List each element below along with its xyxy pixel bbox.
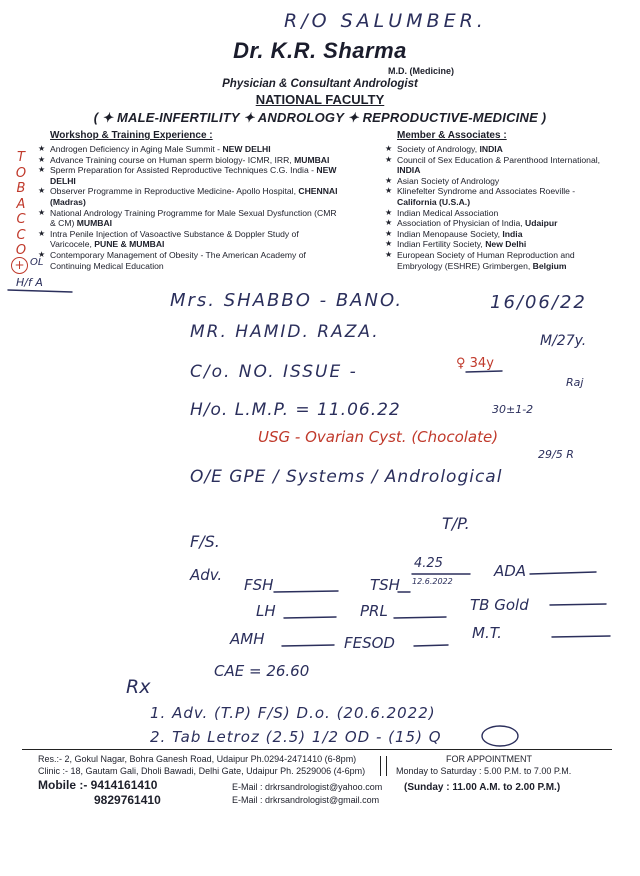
usg-line: USG - Ovarian Cyst. (Chocolate) <box>258 428 499 446</box>
test-cae: CAE = 26.60 <box>214 662 310 680</box>
doctor-name: Dr. K.R. Sharma <box>233 38 407 63</box>
husband-name: MR. HAMID. RAZA. <box>190 322 380 342</box>
examination-line: O/E GPE / Systems / Andrological <box>190 467 503 487</box>
rx-line-2: 2. Tab Letroz (2.5) 1/2 OD - (15) Q <box>150 728 442 746</box>
patient-name: Mrs. SHABBO - BANO. <box>170 290 404 311</box>
workshop-item: ★ Observer Programme in Reproductive Medicine- Apollo Hospital, CHENNAI (Madras) <box>38 186 338 207</box>
star-bullet-icon: ★ <box>385 207 393 217</box>
margin-plus-mark: + <box>11 257 28 274</box>
residence-address: Res.:- 2, Gokul Nagar, Bohra Ganesh Road, Udaipur Ph.0294-2471410 (6-8pm) <box>38 754 357 764</box>
tsh-value: 4.25 <box>414 556 443 571</box>
workshop-item: ★ Advance Training course on Human sperm biology- ICMR, IRR, MUMBAI <box>38 154 330 165</box>
pen-stroke <box>550 604 606 605</box>
complaint-line: C/o. NO. ISSUE - <box>190 362 358 382</box>
star-bullet-icon: ★ <box>38 154 46 164</box>
pen-stroke <box>530 572 596 574</box>
clinic-address: Clinic :- 18, Gautam Gali, Dholi Bawadi, Delhi Gate, Udaipur Ph. 2529006 (4-6pm) <box>38 765 366 776</box>
pen-stroke <box>274 591 338 592</box>
workshop-item: ★ Androgen Deficiency in Aging Male Summit - NEW DELHI <box>38 144 271 154</box>
margin-hfa-note: H/f A <box>16 276 43 289</box>
member-item: ★ Indian Medical Association <box>385 207 499 218</box>
pen-stroke <box>552 636 610 637</box>
test-amh: AMH <box>230 630 265 648</box>
star-bullet-icon: ★ <box>38 207 46 217</box>
rx-line-1: 1. Adv. (T.P) F/S) D.o. (20.6.2022) <box>150 704 436 722</box>
test-prl: PRL <box>360 602 388 620</box>
address-block <box>38 754 368 777</box>
star-bullet-icon: ★ <box>38 144 46 153</box>
pen-circle <box>482 726 518 746</box>
member-item: ★ Asian Society of Andrology <box>385 175 500 186</box>
workshop-item: ★ National Andrology Training Programme for Male Sexual Dysfunction (CMR & CM) MUMBAI <box>38 207 337 229</box>
complaint-note-red: ♀ 34y <box>456 356 494 371</box>
pen-stroke <box>282 645 334 646</box>
star-bullet-icon: ★ <box>385 175 393 185</box>
star-bullet-icon: ★ <box>385 218 393 228</box>
star-bullet-icon: ★ <box>385 154 393 164</box>
mobile-number[interactable]: Mobile :- 9414161410 <box>38 778 158 792</box>
footer-divider <box>22 749 612 750</box>
cycle-note: 30±1-2 <box>492 403 534 416</box>
star-bullet-icon: ★ <box>38 228 46 238</box>
usg-note: 29/5 R <box>538 448 574 461</box>
history-line: H/o. L.M.P. = 11.06.22 <box>190 400 401 420</box>
member-item: ★ Council of Sex Education & Parenthood International, INDIA <box>385 154 601 176</box>
sunday-hours: (Sunday : 11.00 A.M. to 2.00 P.M.) <box>404 782 561 793</box>
pen-stroke <box>394 617 446 618</box>
specialties-line: ( ✦ MALE-INFERTILITY ✦ ANDROLOGY ✦ REPRODUCTIVE-MEDICINE ) <box>93 110 547 125</box>
doctor-subtitle: Physician & Consultant Andrologist <box>222 78 418 90</box>
margin-note-vertical: T O B A C C O <box>15 150 27 258</box>
star-bullet-icon: ★ <box>385 249 393 259</box>
members-heading: Member & Associates : <box>397 130 507 141</box>
star-bullet-icon: ★ <box>38 249 46 259</box>
pen-stroke <box>8 290 72 292</box>
star-bullet-icon: ★ <box>385 228 393 238</box>
test-lh: LH <box>256 602 276 620</box>
doctor-degree: M.D. (Medicine) <box>388 66 455 76</box>
footer-vertical-rule <box>380 756 387 776</box>
mobile-number-2[interactable]: 9829761410 <box>94 793 161 807</box>
margin-ol-mark: OL <box>30 257 44 268</box>
star-bullet-icon: ★ <box>385 186 393 196</box>
test-tsh: TSH <box>370 576 400 594</box>
handwritten-header-note: R/O SALUMBER. <box>284 10 487 32</box>
test-ada: ADA <box>494 562 527 580</box>
star-bullet-icon: ★ <box>38 186 46 196</box>
member-item: ★ Indian Menopause Society, India <box>385 228 523 239</box>
tsh-date: 12.6.2022 <box>412 577 453 586</box>
test-fsh: FSH <box>244 576 274 594</box>
member-item: ★ Society of Andrology, INDIA <box>385 144 503 154</box>
tp-note: T/P. <box>442 514 470 533</box>
star-bullet-icon: ★ <box>38 165 46 175</box>
pen-stroke <box>466 371 502 372</box>
national-faculty-title: NATIONAL FACULTY <box>255 92 385 107</box>
advice-label: Adv. <box>190 566 223 584</box>
age-sex: M/27y. <box>540 333 587 349</box>
appointment-heading: FOR APPOINTMENT <box>446 754 533 764</box>
member-item: ★ European Society of Human Reproduction and Embryology (ESHRE) Grimbergen, Belgium <box>385 249 575 271</box>
workshop-heading: Workshop & Training Experience : <box>50 130 213 141</box>
email-1[interactable]: E-Mail : drkrsandrologist@yahoo.com <box>232 782 383 792</box>
workshop-item: ★ Intra Penile Injection of Vasoactive Substance & Doppler Study of Varicocele, PUNE & MUMBAI <box>38 228 299 250</box>
member-item: ★ Klinefelter Syndrome and Associates Roeville - California (U.S.A.) <box>385 186 576 207</box>
rx-symbol: Rx <box>126 676 151 698</box>
visit-date: 16/06/22 <box>490 292 587 313</box>
appointment-hours: Monday to Saturday : 5.00 P.M. to 7.00 P.M. <box>396 766 572 776</box>
star-bullet-icon: ★ <box>385 239 393 249</box>
pen-stroke <box>414 645 448 646</box>
email-2[interactable]: E-Mail : drkrsandrologist@gmail.com <box>232 795 380 805</box>
complaint-note: Raj <box>566 376 584 389</box>
star-bullet-icon: ★ <box>385 144 393 153</box>
test-fesod: FESOD <box>344 634 395 652</box>
workshop-item: ★ Contemporary Management of Obesity - The American Academy of Continuing Medical Education <box>38 249 306 271</box>
workshop-item: ★ Sperm Preparation for Assisted Reproductive Techniques C.G. India - NEW DELHI <box>38 165 337 186</box>
test-tb-gold: TB Gold <box>470 596 529 614</box>
test-mt: M.T. <box>472 624 502 642</box>
pen-stroke <box>284 617 336 618</box>
fs-note: F/S. <box>190 532 220 551</box>
member-item: ★ Indian Fertility Society, New Delhi <box>385 239 527 250</box>
member-item: ★ Association of Physician of India, Udaipur <box>385 218 558 229</box>
